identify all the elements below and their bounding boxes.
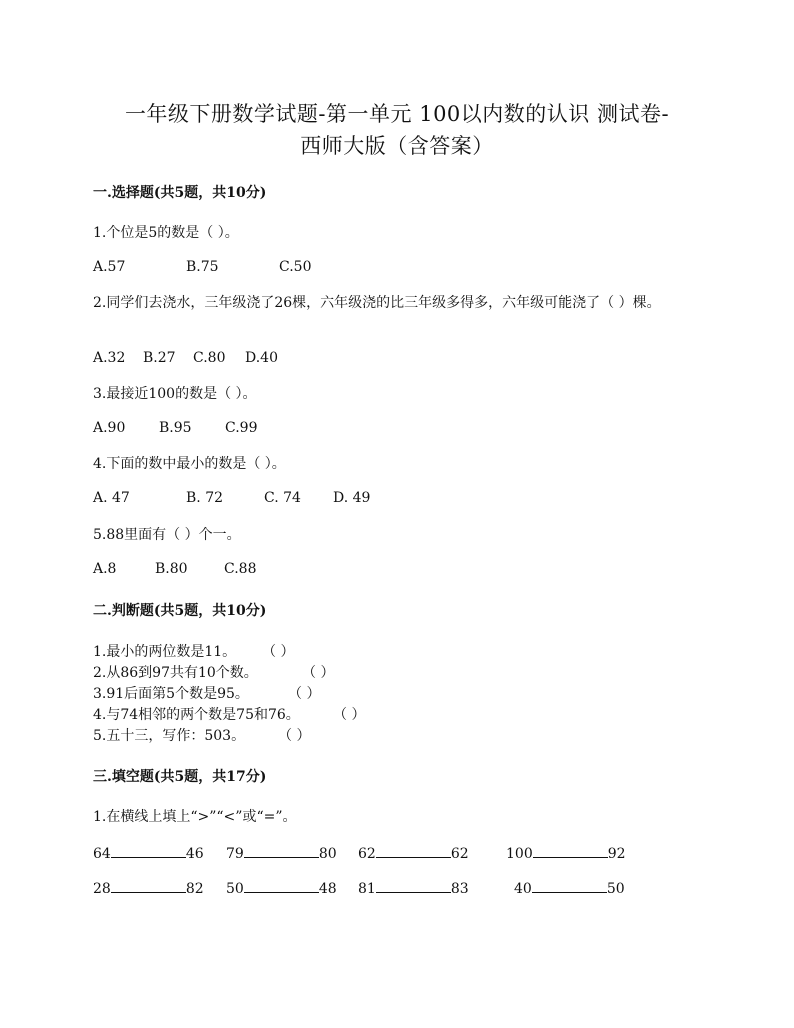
choice-question-3: 3.最接近100的数是（ ）。 xyxy=(93,386,257,402)
compare-left-number: 64 xyxy=(93,846,111,862)
choice-question-1: 1.个位是5的数是（ ）。 xyxy=(93,225,239,241)
page-title-line-2: 西师大版（含答案） xyxy=(300,134,494,158)
compare-left-number: 28 xyxy=(93,881,111,897)
answer-blank[interactable] xyxy=(533,845,608,858)
compare-left-number: 81 xyxy=(358,881,376,897)
compare-left-number: 79 xyxy=(226,846,244,862)
choice-5-option-b: B.80 xyxy=(155,561,188,577)
compare-right-number: 62 xyxy=(450,846,469,862)
compare-item xyxy=(506,845,626,862)
choice-2-option-b: B.27 xyxy=(143,350,176,366)
answer-blank[interactable] xyxy=(244,845,319,858)
judge-question-2: 2.从86到97共有10个数。 xyxy=(93,665,258,681)
choice-question-2: 2.同学们去浇水，三年级浇了26棵，六年级浇的比三年级多得多，六年级可能浇了（ ）棵。 xyxy=(93,295,661,311)
compare-right-number: 80 xyxy=(318,846,337,862)
judge-question-4: 4.与74相邻的两个数是75和76。 xyxy=(93,707,300,723)
choice-4-option-b: B. 72 xyxy=(186,490,224,506)
compare-right-number: 92 xyxy=(607,846,626,862)
compare-right-number: 83 xyxy=(450,881,469,897)
compare-item xyxy=(358,845,469,862)
choice-3-option-a: A.90 xyxy=(93,420,126,436)
compare-item xyxy=(514,880,625,897)
compare-item xyxy=(93,845,204,862)
compare-item xyxy=(226,845,337,862)
compare-item xyxy=(358,880,469,897)
judge-question-3: 3.91后面第5个数是95。 xyxy=(93,686,249,702)
judge-5-answer-paren: （ ） xyxy=(278,728,311,744)
compare-left-number: 100 xyxy=(506,846,533,862)
choice-4-option-a: A. 47 xyxy=(93,490,130,506)
choice-1-option-b: B.75 xyxy=(186,259,219,275)
judge-3-answer-paren: （ ） xyxy=(288,686,321,702)
page-title-line-1: 一年级下册数学试题-第一单元 100以内数的认识 测试卷- xyxy=(124,102,670,126)
answer-blank[interactable] xyxy=(244,880,319,893)
compare-right-number: 82 xyxy=(185,881,204,897)
judge-1-answer-paren: （ ） xyxy=(262,644,295,660)
compare-left-number: 50 xyxy=(226,881,244,897)
choice-4-option-c: C. 74 xyxy=(264,490,301,506)
answer-blank[interactable] xyxy=(111,880,186,893)
compare-right-number: 46 xyxy=(185,846,204,862)
compare-item xyxy=(226,880,337,897)
choice-question-5: 5.88里面有（ ）个一。 xyxy=(93,527,241,543)
choice-question-4: 4.下面的数中最小的数是（ ）。 xyxy=(93,456,286,472)
choice-5-option-a: A.8 xyxy=(93,561,117,577)
choice-5-option-c: C.88 xyxy=(224,561,257,577)
section-heading-choice: 一.选择题(共5题，共10分) xyxy=(93,185,267,201)
judge-question-1: 1.最小的两位数是11。 xyxy=(93,644,237,660)
compare-left-number: 62 xyxy=(358,846,376,862)
compare-right-number: 48 xyxy=(318,881,337,897)
compare-right-number: 50 xyxy=(606,881,625,897)
judge-question-5: 5.五十三，写作：503。 xyxy=(93,728,246,744)
choice-2-option-c: C.80 xyxy=(193,350,226,366)
choice-2-option-a: A.32 xyxy=(93,350,126,366)
section-heading-judge: 二.判断题(共5题，共10分) xyxy=(93,603,267,619)
choice-2-option-d: D.40 xyxy=(245,350,278,366)
section-heading-fill: 三.填空题(共5题，共17分) xyxy=(93,769,267,785)
judge-4-answer-paren: （ ） xyxy=(333,707,366,723)
answer-blank[interactable] xyxy=(376,880,451,893)
choice-4-option-d: D. 49 xyxy=(333,490,371,506)
choice-3-option-b: B.95 xyxy=(159,420,192,436)
compare-item xyxy=(93,880,204,897)
answer-blank[interactable] xyxy=(376,845,451,858)
compare-left-number: 40 xyxy=(514,881,532,897)
choice-1-option-a: A.57 xyxy=(93,259,126,275)
fill-question-1: 1.在横线上填上“>”“<”或“=”。 xyxy=(93,809,297,825)
choice-3-option-c: C.99 xyxy=(225,420,258,436)
judge-2-answer-paren: （ ） xyxy=(302,665,335,681)
answer-blank[interactable] xyxy=(111,845,186,858)
choice-1-option-c: C.50 xyxy=(279,259,312,275)
answer-blank[interactable] xyxy=(532,880,607,893)
